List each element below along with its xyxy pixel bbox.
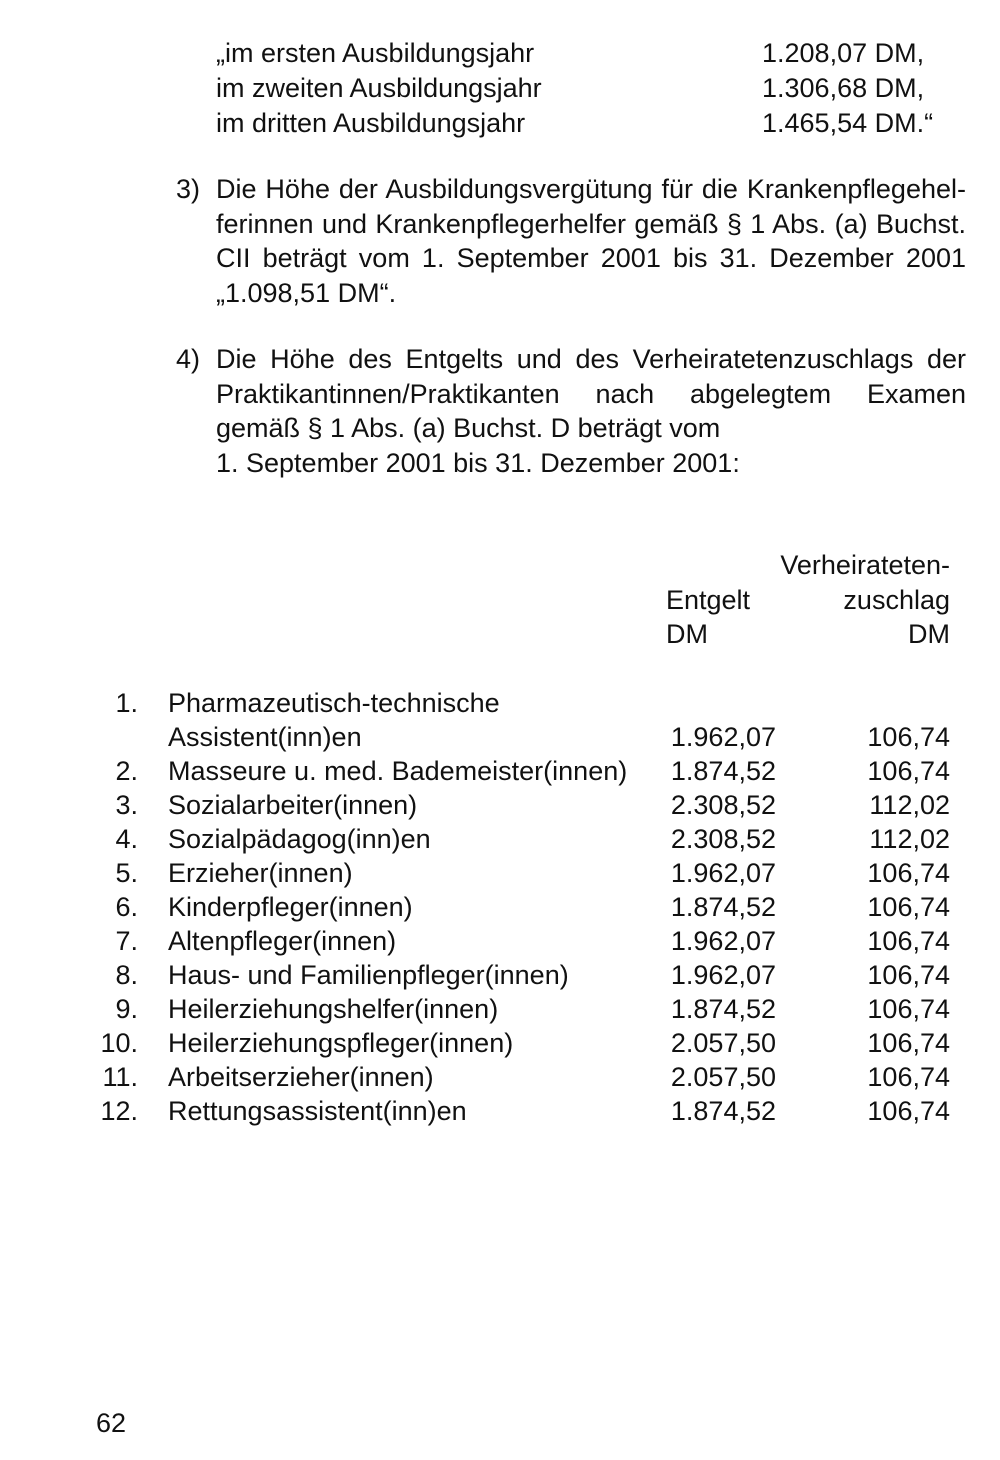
row-zuschlag: 106,74 [867, 858, 950, 888]
paragraph-line: 1. September 2001 bis 31. Dezember 2001: [216, 447, 740, 478]
table-row [90, 1026, 960, 1060]
ausbildungsjahr-value: 1.208,07 DM, [762, 38, 925, 68]
table-row [90, 822, 960, 856]
header-entgelt-unit: DM [666, 619, 708, 649]
row-zuschlag: 106,74 [867, 926, 950, 956]
row-zuschlag: 106,74 [867, 756, 950, 786]
ausbildungsjahr-value: 1.465,54 DM.“ [762, 108, 934, 138]
header-entgelt: Entgelt [666, 585, 751, 615]
row-zuschlag: 112,02 [869, 790, 950, 820]
row-number: 9. [115, 994, 138, 1024]
row-entgelt: 1.962,07 [670, 858, 776, 888]
table-row [90, 890, 960, 924]
paragraph-text [216, 342, 966, 480]
header-zuschlag-line2: zuschlag [843, 585, 950, 615]
row-name: Sozialpädagog(inn)en [168, 824, 431, 854]
row-name: Erzieher(innen) [168, 858, 353, 888]
table-row [90, 1094, 960, 1128]
ausbildungsjahr-row [216, 35, 946, 71]
row-entgelt: 2.057,50 [670, 1028, 776, 1058]
table-row [90, 788, 960, 822]
row-entgelt: 1.962,07 [670, 960, 776, 990]
table-row-prefix [90, 686, 960, 720]
header-zuschlag-unit: DM [908, 619, 950, 649]
row-entgelt: 1.962,07 [670, 722, 776, 752]
row-entgelt: 2.308,52 [670, 824, 776, 854]
row-name: Masseure u. med. Bademeister(innen) [168, 756, 628, 786]
row-entgelt: 1.874,52 [670, 756, 776, 786]
paragraph-line: gemäß § 1 Abs. (a) Buchst. D beträgt vom [216, 413, 721, 443]
row-number: 1. [115, 688, 138, 718]
paragraph-line: Die Höhe des Entgelts und des Verheiratetenzuschlags der [216, 344, 966, 374]
row-name: Assistent(inn)en [168, 722, 362, 752]
paragraph-line: Praktikantinnen/Praktikanten nach abgelegtem Examen [216, 378, 966, 409]
row-zuschlag: 106,74 [867, 960, 950, 990]
paragraph-number: 3) [176, 174, 201, 204]
table-row [90, 1060, 960, 1094]
row-zuschlag: 106,74 [867, 1096, 950, 1126]
row-number: 7. [115, 926, 138, 956]
table-row [90, 856, 960, 890]
row-name: Altenpfleger(innen) [168, 926, 397, 956]
table-row [90, 992, 960, 1026]
row-number: 3. [115, 790, 138, 820]
paragraph-text [216, 172, 966, 310]
paragraph-line: CII beträgt vom 1. September 2001 bis 31. Dezember 2001 [216, 243, 966, 273]
row-number: 4. [115, 824, 138, 854]
row-number: 8. [115, 960, 138, 990]
table-row [90, 958, 960, 992]
page-number: 62 [96, 1408, 127, 1438]
ausbildungsjahr-row [216, 70, 946, 106]
row-zuschlag: 106,74 [867, 1028, 950, 1058]
row-zuschlag: 112,02 [869, 824, 950, 854]
row-name-prefix: Pharmazeutisch-technische [168, 688, 500, 718]
ausbildungsjahr-label: im dritten Ausbildungsjahr [216, 108, 526, 138]
paragraph-line: ferinnen und Krankenpflegerhelfer gemäß § 1 Abs. (a) Buchst. [216, 208, 966, 239]
table-row [90, 720, 960, 754]
row-name: Heilerziehungspfleger(innen) [168, 1028, 514, 1058]
header-zuschlag: Verheirateten- [780, 550, 950, 580]
paragraph-line: Die Höhe der Ausbildungsvergütung für die Krankenpflegehel- [216, 174, 966, 204]
table-row [90, 754, 960, 788]
row-zuschlag: 106,74 [867, 892, 950, 922]
row-name: Rettungsassistent(inn)en [168, 1096, 467, 1126]
row-name: Heilerziehungshelfer(innen) [168, 994, 499, 1024]
row-entgelt: 1.874,52 [670, 892, 776, 922]
row-number: 5. [115, 858, 138, 888]
row-number: 2. [115, 756, 138, 786]
row-zuschlag: 106,74 [867, 994, 950, 1024]
row-zuschlag: 106,74 [867, 722, 950, 752]
ausbildungsjahr-label: „im ersten Ausbildungsjahr [216, 38, 535, 68]
row-name: Kinderpfleger(innen) [168, 892, 413, 922]
ausbildungsjahr-row [216, 105, 946, 141]
row-number: 12. [100, 1096, 138, 1126]
row-entgelt: 1.874,52 [670, 1096, 776, 1126]
row-zuschlag: 106,74 [867, 1062, 950, 1092]
ausbildungsjahr-value: 1.306,68 DM, [762, 73, 925, 103]
row-number: 10. [100, 1028, 138, 1058]
row-number: 6. [115, 892, 138, 922]
row-entgelt: 2.308,52 [670, 790, 776, 820]
row-entgelt: 1.962,07 [670, 926, 776, 956]
row-name: Sozialarbeiter(innen) [168, 790, 418, 820]
ausbildungsjahr-label: im zweiten Ausbildungsjahr [216, 73, 542, 103]
paragraph-line: „1.098,51 DM“. [216, 277, 397, 308]
row-number: 11. [102, 1062, 138, 1092]
row-entgelt: 1.874,52 [670, 994, 776, 1024]
row-name: Arbeitserzieher(innen) [168, 1062, 434, 1092]
row-name: Haus- und Familienpfleger(innen) [168, 960, 569, 990]
paragraph-number: 4) [176, 344, 201, 374]
row-entgelt: 2.057,50 [670, 1062, 776, 1092]
table-row [90, 924, 960, 958]
